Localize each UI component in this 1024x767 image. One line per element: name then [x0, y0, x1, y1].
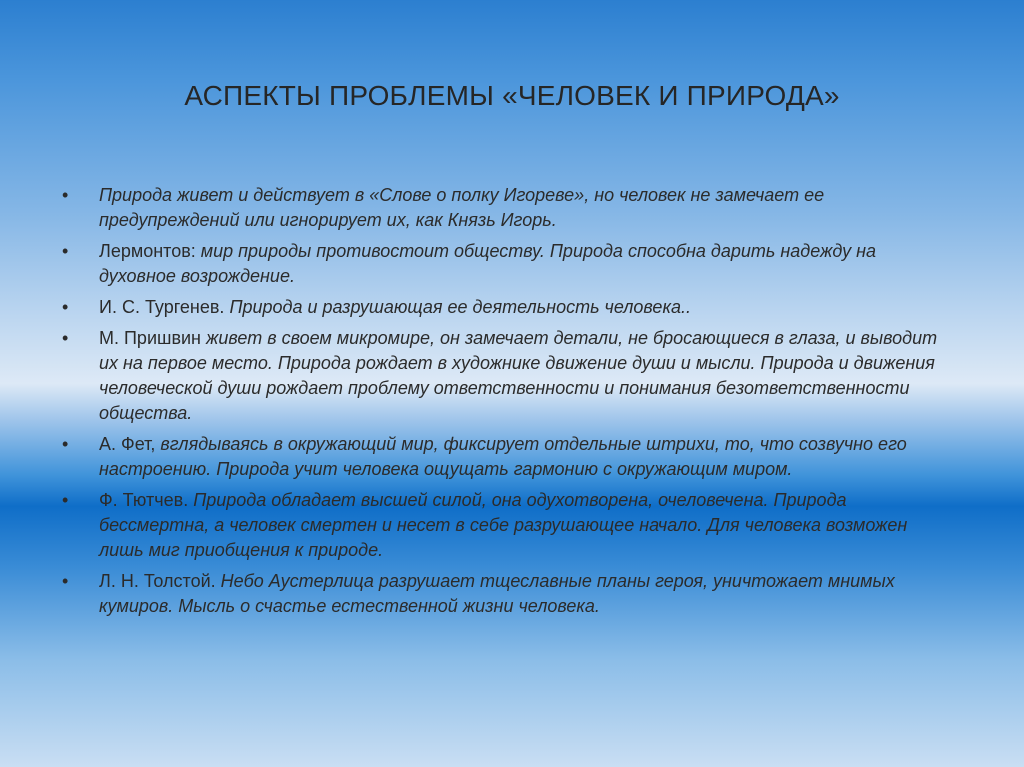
bullet-lead: Л. Н. Толстой.	[99, 571, 221, 591]
bullet-marker: •	[62, 241, 69, 261]
bullet-item	[62, 183, 942, 233]
bullet-text: мир природы противостоит обществу. Природа способна дарить надежду на духовное возрождение.	[99, 241, 877, 286]
bullet-marker: •	[62, 297, 69, 317]
bullet-item	[62, 569, 942, 619]
bullet-marker: •	[62, 434, 69, 454]
bullet-item	[62, 488, 942, 563]
bullet-item	[62, 326, 942, 426]
bullet-marker: •	[62, 571, 69, 591]
bullet-text: Природа и разрушающая ее деятельность человека..	[229, 297, 691, 317]
bullet-text: Природа обладает высшей силой, она одухотворена, очеловечена. Природа бессмертна, а человек смертен и несет в себе разрушающее начало. Для человека возможен лишь миг приобщения к природе.	[99, 490, 908, 560]
bullet-lead: А. Фет,	[99, 434, 161, 454]
bullet-lead: И. С. Тургенев.	[99, 297, 230, 317]
bullet-lead: М. Пришвин	[99, 328, 206, 348]
bullet-item	[62, 295, 942, 320]
bullet-lead: Ф. Тютчев.	[99, 490, 194, 510]
bullet-list	[62, 183, 942, 625]
bullet-lead: Лермонтов:	[99, 241, 201, 261]
bullet-item	[62, 432, 942, 482]
bullet-marker: •	[62, 328, 69, 348]
bullet-text: живет в своем микромире, он замечает детали, не бросающиеся в глаза, и выводит их на первое место. Природа рождает в художнике движение души и мысли. Природа и движения человеческой души рождает проблему ответственности и понимания безответственности общества.	[99, 328, 938, 423]
bullet-text: Природа живет и действует в «Слове о полку Игореве», но человек не замечает ее предупреждений или игнорирует их, как Князь Игорь.	[99, 185, 825, 230]
bullet-marker: •	[62, 490, 69, 510]
slide-title: АСПЕКТЫ ПРОБЛЕМЫ «ЧЕЛОВЕК И ПРИРОДА»	[184, 80, 840, 111]
bullet-text: вглядываясь в окружающий мир, фиксирует отдельные штрихи, то, что созвучно его настроению. Природа учит человека ощущать гармонию с окружающим миром.	[99, 434, 907, 479]
bullet-text: Небо Аустерлица разрушает тщеславные планы героя, уничтожает мнимых кумиров. Мысль о счастье естественной жизни человека.	[99, 571, 895, 616]
bullet-item	[62, 239, 942, 289]
bullet-marker: •	[62, 185, 69, 205]
